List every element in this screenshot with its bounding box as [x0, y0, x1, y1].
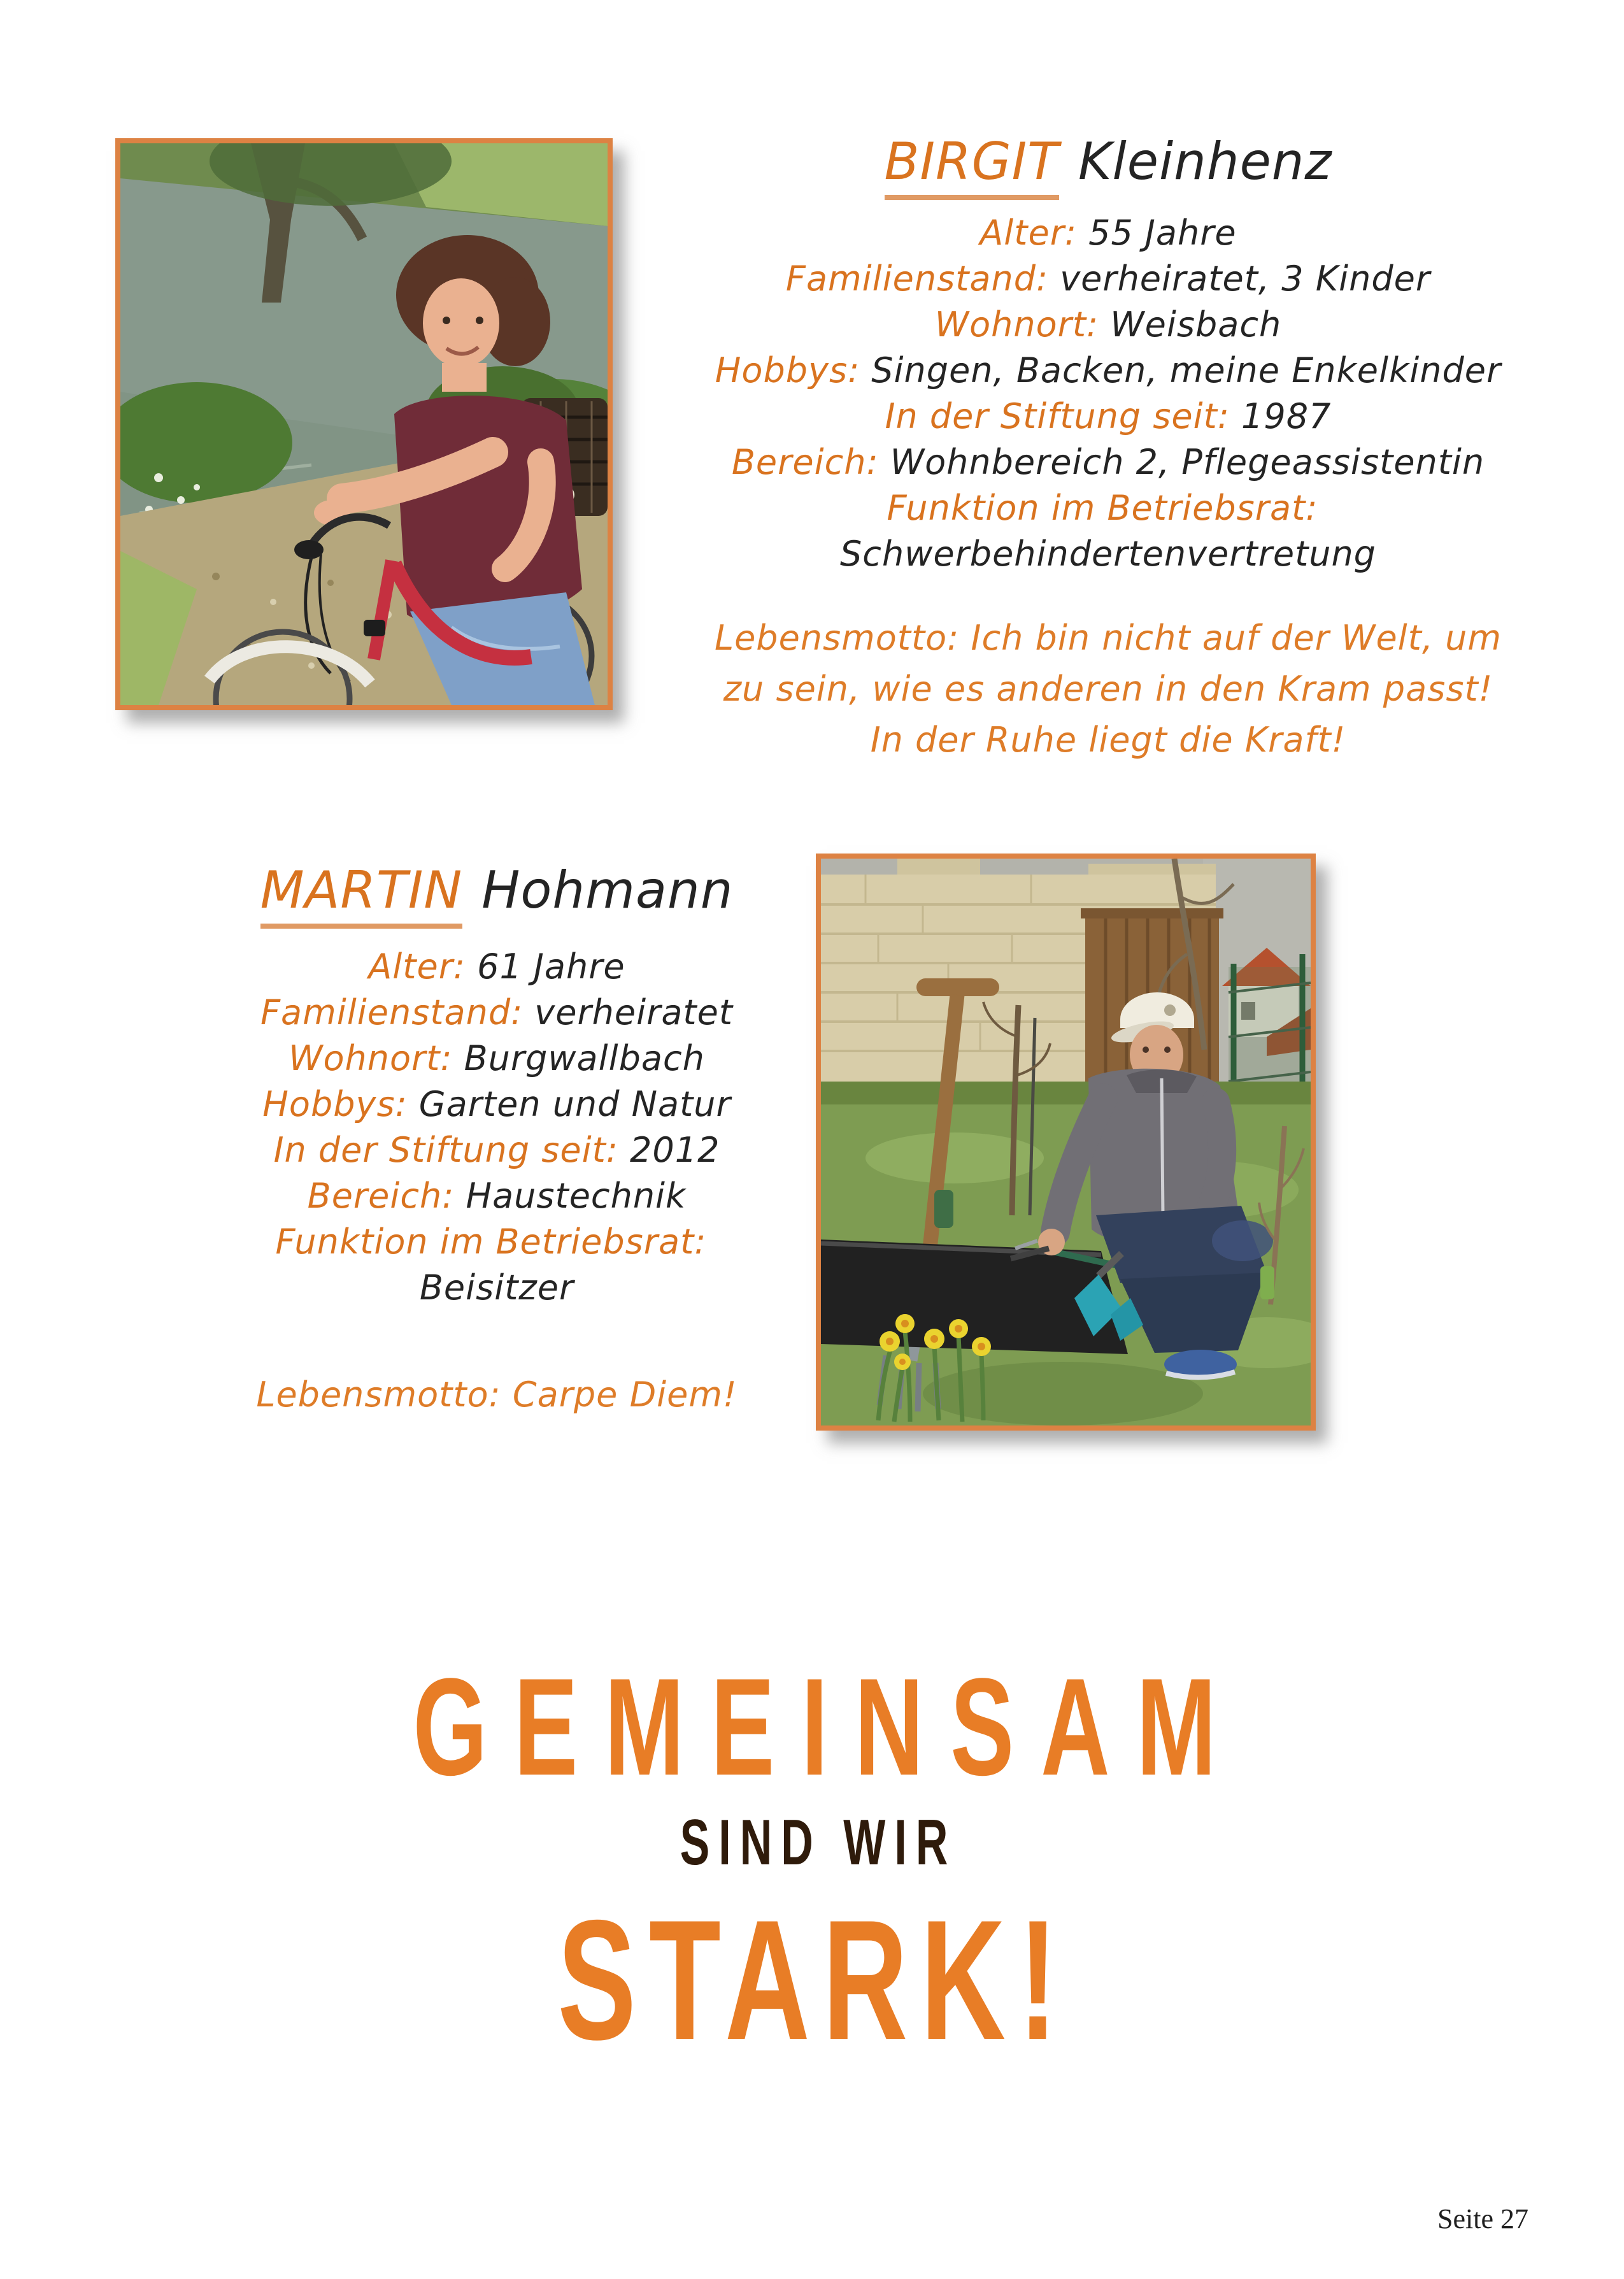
- birgit-motto-line: zu sein, wie es anderen in den Kram passt!: [723, 669, 1493, 709]
- martin-motto: [191, 1369, 802, 1420]
- field-value: Burgwallbach: [464, 1038, 705, 1078]
- martin-field-stiftung: [191, 1127, 802, 1173]
- slogan-line-gemeinsam: GEMEINSAM: [413, 1648, 1243, 1804]
- slogan-line-sind-wir: SIND WIR: [680, 1806, 957, 1878]
- field-label: Bereich:: [731, 442, 879, 482]
- slogan-line-stark: STARK!: [557, 1885, 1071, 2076]
- martin-field-funktion-value: [191, 1265, 802, 1311]
- birgit-field-hobbys: [643, 348, 1573, 394]
- field-value: 1987: [1241, 396, 1332, 436]
- field-value: 61 Jahre: [477, 947, 625, 987]
- field-label: Wohnort:: [934, 304, 1099, 345]
- martin-photo-illustration: [821, 859, 1311, 1425]
- field-value: 2012: [630, 1130, 720, 1170]
- martin-last-name: Hohmann: [481, 861, 734, 920]
- birgit-motto: [637, 613, 1579, 766]
- martin-motto-line: Lebensmotto: Carpe Diem!: [256, 1375, 737, 1415]
- field-label: Familienstand:: [785, 259, 1049, 299]
- birgit-motto-line: In der Ruhe liegt die Kraft!: [870, 720, 1346, 760]
- birgit-motto-line: Lebensmotto: Ich bin nicht auf der Welt, um: [714, 618, 1502, 658]
- field-label: Alter:: [979, 213, 1078, 253]
- field-value: Wohnbereich 2, Pflegeassistentin: [890, 442, 1485, 482]
- field-label: Wohnort:: [288, 1038, 453, 1078]
- martin-details: [191, 944, 802, 1311]
- birgit-field-alter: [643, 210, 1573, 256]
- birgit-last-name: Kleinhenz: [1078, 132, 1332, 191]
- field-value: Singen, Backen, meine Enkelkinder: [871, 350, 1502, 390]
- field-value: Schwerbehindertenvertretung: [840, 534, 1376, 574]
- field-label: Hobbys:: [715, 350, 860, 390]
- birgit-field-wohnort: [643, 302, 1573, 348]
- field-value: Weisbach: [1110, 304, 1282, 345]
- birgit-field-stiftung: [643, 394, 1573, 439]
- birgit-first-name: BIRGIT: [885, 132, 1060, 200]
- birgit-field-funktion-value: [643, 531, 1573, 577]
- birgit-photo-illustration: [120, 143, 608, 705]
- field-label: Alter:: [368, 947, 466, 987]
- field-value: verheiratet, 3 Kinder: [1060, 259, 1431, 299]
- martin-first-name: MARTIN: [260, 861, 463, 929]
- field-label: Hobbys:: [262, 1084, 408, 1124]
- birgit-field-bereich: [643, 439, 1573, 485]
- field-label: In der Stiftung seit:: [273, 1130, 618, 1170]
- birgit-details: [643, 210, 1573, 577]
- page-number: Seite 27: [1437, 2203, 1528, 2234]
- martin-field-funktion-label: [191, 1219, 802, 1265]
- martin-photo: [816, 854, 1316, 1431]
- field-value: verheiratet: [534, 992, 733, 1032]
- martin-field-hobbys: [191, 1082, 802, 1127]
- birgit-title: [643, 132, 1573, 191]
- field-label: Familienstand:: [260, 992, 524, 1032]
- martin-field-wohnort: [191, 1036, 802, 1082]
- field-label: Funktion im Betriebsrat:: [275, 1222, 707, 1262]
- field-value: Garten und Natur: [418, 1084, 731, 1124]
- field-label: Bereich:: [307, 1176, 455, 1216]
- martin-field-alter: [191, 944, 802, 990]
- martin-title: [217, 861, 777, 920]
- martin-field-bereich: [191, 1173, 802, 1219]
- field-value: 55 Jahre: [1088, 213, 1237, 253]
- field-label: In der Stiftung seit:: [885, 396, 1230, 436]
- martin-field-familienstand: [191, 990, 802, 1036]
- field-value: Haustechnik: [466, 1176, 687, 1216]
- field-value: Beisitzer: [419, 1268, 574, 1308]
- birgit-field-familienstand: [643, 256, 1573, 302]
- birgit-photo: [115, 138, 613, 710]
- birgit-field-funktion-label: [643, 485, 1573, 531]
- field-label: Funktion im Betriebsrat:: [887, 488, 1318, 528]
